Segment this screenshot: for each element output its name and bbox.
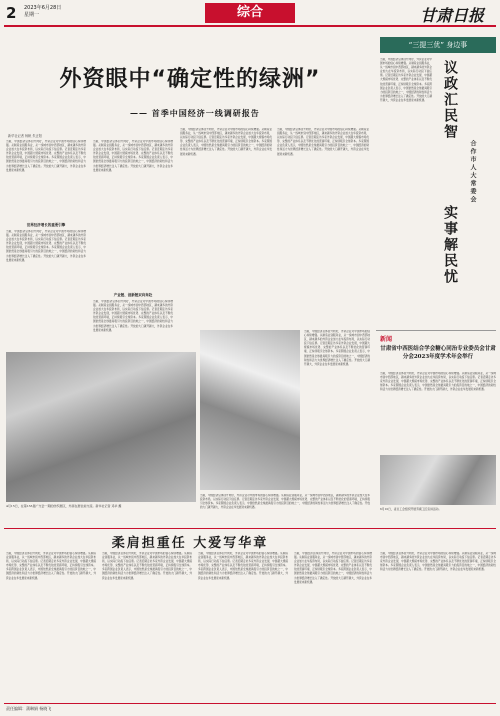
article-photo-right — [200, 330, 300, 490]
section-head-1: 世界经济增长的重要引擎 — [26, 223, 66, 227]
bottom-title: 柔肩担重任 大爱写华章 — [111, 536, 269, 551]
editor-credit: 责任编辑：蒲琳娟 杨晓飞 — [6, 706, 52, 711]
paper-logo: 甘肃日报 — [420, 6, 485, 25]
article-col-4: 当前，中国经济总体回升向好，外资企业对中国市场的信心持续增强。从制造业到服务业，从一线城市到中西部地区，越来越多的外资企业加大在华投资布局，以实际行动投下信任票。记者近期走访多家外资企业发现，中国超大规模市场优势、完整的产业体系以及不断优化的营商环境，正持续吸引全球资本。多家跨国企业负责人表示，中国依然是全球最具吸引力的投资目的地之一，中国经济的韧性和活力为世界经济增长注入了确定性。开放的大门越开越大，外资企业在华发展迎来新机遇。 — [277, 128, 369, 156]
sidebar-subtitle — [468, 140, 477, 260]
article-col-6: 当前，中国经济总体回升向好，外资企业对中国市场的信心持续增强。从制造业到服务业，从一线城市到中西部地区，越来越多的外资企业加大在华投资布局，以实际行动投下信任票。记者近期走访多家外资企业发现，中国超大规模市场优势、完整的产业体系以及不断优化的营商环境，正持续吸引全球资本。多家跨国企业负责人表示，中国依然是全球最具吸引力的投资目的地之一，中国经济的韧性和活力为世界经济增长注入了确定性。开放的大门越开越大，外资企业在华发展迎来新机遇。 — [304, 330, 370, 366]
article-col-5: 当前，中国经济总体回升向好，外资企业对中国市场的信心持续增强。从制造业到服务业，从一线城市到中西部地区，越来越多的外资企业加大在华投资布局，以实际行动投下信任票。记者近期走访多家外资企业发现，中国超大规模市场优势、完整的产业体系以及不断优化的营商环境，正持续吸引全球资本。多家跨国企业负责人表示，中国依然是全球最具吸引力的投资目的地之一，中国经济的韧性和活力为世界经济增长注入了确定性。开放的大门越开越大，外资企业在华发展迎来新机遇。 — [200, 494, 370, 510]
article-photo-caption: 4月15日，在第133届广交会一期的纺织展区，外商在展位前交流。新华社记者 邓华 摄 — [6, 504, 122, 508]
issue-date-text: 2023年6月28日 — [24, 5, 62, 11]
sidebar-title-line-2: 实事解民忧 — [442, 205, 458, 285]
bottom-col-4: 当前，中国经济总体回升向好，外资企业对中国市场的信心持续增强。从制造业到服务业，从一线城市到中西部地区，越来越多的外资企业加大在华投资布局，以实际行动投下信任票。记者近期走访多家外资企业发现，中国超大规模市场优势、完整的产业体系以及不断优化的营商环境，正持续吸引全球资本。多家跨国企业负责人表示，中国依然是全球最具吸引力的投资目的地之一，中国经济的韧性和活力为世界经济增长注入了确定性。开放的大门越开越大，外资企业在华发展迎来新机遇。 — [294, 552, 372, 584]
bottom-rule — [4, 528, 496, 529]
header-rule — [4, 25, 496, 27]
footer-rule — [4, 703, 496, 704]
article-photo-main — [6, 352, 196, 502]
article-col-1: 当前，中国经济总体回升向好，外资企业对中国市场的信心持续增强。从制造业到服务业，从一线城市到中西部地区，越来越多的外资企业加大在华投资布局，以实际行动投下信任票。记者近期走访多家外资企业发现，中国超大规模市场优势、完整的产业体系以及不断优化的营商环境，正持续吸引全球资本。多家跨国企业负责人表示，中国依然是全球最具吸引力的投资目的地之一，中国经济的韧性和活力为世界经济增长注入了确定性。开放的大门越开越大，外资企业在华发展迎来新机遇。 — [6, 140, 86, 172]
news-label: 新闻 — [380, 336, 393, 343]
byline: 新华社记者 杨帆 朱正阳 — [8, 134, 42, 138]
sidebar-title — [440, 60, 460, 200]
sidebar-divider — [376, 330, 496, 331]
page-number: 2 — [6, 4, 17, 22]
article-col-2: 当前，中国经济总体回升向好，外资企业对中国市场的信心持续增强。从制造业到服务业，从一线城市到中西部地区，越来越多的外资企业加大在华投资布局，以实际行动投下信任票。记者近期走访多家外资企业发现，中国超大规模市场优势、完整的产业体系以及不断优化的营商环境，正持续吸引全球资本。多家跨国企业负责人表示，中国依然是全球最具吸引力的投资目的地之一，中国经济的韧性和活力为世界经济增长注入了确定性。开放的大门越开越大，外资企业在华发展迎来新机遇。 — [93, 140, 173, 172]
sidebar-title-2 — [440, 205, 460, 325]
section-head-2: 产业链、创新链双向奔赴 — [113, 293, 153, 297]
bottom-col-3: 当前，中国经济总体回升向好，外资企业对中国市场的信心持续增强。从制造业到服务业，从一线城市到中西部地区，越来越多的外资企业加大在华投资布局，以实际行动投下信任票。记者近期走访多家外资企业发现，中国超大规模市场优势、完整的产业体系以及不断优化的营商环境，正持续吸引全球资本。多家跨国企业负责人表示，中国依然是全球最具吸引力的投资目的地之一，中国经济的韧性和活力为世界经济增长注入了确定性。开放的大门越开越大，外资企业在华发展迎来新机遇。 — [198, 552, 288, 580]
sidebar-sub-line: 合作市人大常委会 — [469, 140, 476, 204]
article-col-3: 当前，中国经济总体回升向好，外资企业对中国市场的信心持续增强。从制造业到服务业，从一线城市到中西部地区，越来越多的外资企业加大在华投资布局，以实际行动投下信任票。记者近期走访多家外资企业发现，中国超大规模市场优势、完整的产业体系以及不断优化的营商环境，正持续吸引全球资本。多家跨国企业负责人表示，中国依然是全球最具吸引力的投资目的地之一，中国经济的韧性和活力为世界经济增长注入了确定性。开放的大门越开越大，外资企业在华发展迎来新机遇。 — [180, 128, 272, 156]
article-col-1b: 当前，中国经济总体回升向好，外资企业对中国市场的信心持续增强。从制造业到服务业，从一线城市到中西部地区，越来越多的外资企业加大在华投资布局，以实际行动投下信任票。记者近期走访多家外资企业发现，中国超大规模市场优势、完整的产业体系以及不断优化的营商环境，正持续吸引全球资本。多家跨国企业负责人表示，中国依然是全球最具吸引力的投资目的地之一，中国经济的韧性和活力为世界经济增长注入了确定性。开放的大门越开越大，外资企业在华发展迎来新机遇。 — [6, 230, 86, 262]
issue-date — [24, 5, 61, 19]
bottom-col-5: 当前，中国经济总体回升向好，外资企业对中国市场的信心持续增强。从制造业到服务业，从一线城市到中西部地区，越来越多的外资企业加大在华投资布局，以实际行动投下信任票。记者近期走访多家外资企业发现，中国超大规模市场优势、完整的产业体系以及不断优化的营商环境，正持续吸引全球资本。多家跨国企业负责人表示，中国依然是全球最具吸引力的投资目的地之一，中国经济的韧性和活力为世界经济增长注入了确定性。开放的大门越开越大，外资企业在华发展迎来新机遇。 — [380, 552, 496, 572]
news-photo — [380, 455, 496, 505]
sidebar-banner: “三提三优” 身边事 — [380, 37, 496, 53]
issue-weekday: 星期一 — [24, 12, 40, 18]
section-label: 综合 — [205, 3, 295, 23]
news-photo-caption: 6月10日，省总工会组织开展劳模工匠宣讲活动。 — [380, 507, 442, 511]
article-col-2b: 当前，中国经济总体回升向好，外资企业对中国市场的信心持续增强。从制造业到服务业，从一线城市到中西部地区，越来越多的外资企业加大在华投资布局，以实际行动投下信任票。记者近期走访多家外资企业发现，中国超大规模市场优势、完整的产业体系以及不断优化的营商环境，正持续吸引全球资本。多家跨国企业负责人表示，中国依然是全球最具吸引力的投资目的地之一，中国经济的韧性和活力为世界经济增长注入了确定性。开放的大门越开越大，外资企业在华发展迎来新机遇。 — [93, 300, 173, 332]
main-article-title: 外资眼中“确定性的绿洲” — [59, 67, 321, 92]
main-article-subtitle: —— 首季中国经济一线调研报告 — [130, 108, 260, 118]
bottom-col-2: 当前，中国经济总体回升向好，外资企业对中国市场的信心持续增强。从制造业到服务业，从一线城市到中西部地区，越来越多的外资企业加大在华投资布局，以实际行动投下信任票。记者近期走访多家外资企业发现，中国超大规模市场优势、完整的产业体系以及不断优化的营商环境，正持续吸引全球资本。多家跨国企业负责人表示，中国依然是全球最具吸引力的投资目的地之一，中国经济的韧性和活力为世界经济增长注入了确定性。开放的大门越开越大，外资企业在华发展迎来新机遇。 — [102, 552, 192, 580]
sidebar-text-1: 当前，中国经济总体回升向好，外资企业对中国市场的信心持续增强。从制造业到服务业，从一线城市到中西部地区，越来越多的外资企业加大在华投资布局，以实际行动投下信任票。记者近期走访多家外资企业发现，中国超大规模市场优势、完整的产业体系以及不断优化的营商环境，正持续吸引全球资本。多家跨国企业负责人表示，中国依然是全球最具吸引力的投资目的地之一，中国经济的韧性和活力为世界经济增长注入了确定性。开放的大门越开越大，外资企业在华发展迎来新机遇。 — [380, 58, 432, 102]
news-headline: 甘肃省中西医结合学会糖心同治专业委员会甘肃分会2023年度学术年会举行 — [380, 346, 496, 360]
bottom-col-1: 当前，中国经济总体回升向好，外资企业对中国市场的信心持续增强。从制造业到服务业，从一线城市到中西部地区，越来越多的外资企业加大在华投资布局，以实际行动投下信任票。记者近期走访多家外资企业发现，中国超大规模市场优势、完整的产业体系以及不断优化的营商环境，正持续吸引全球资本。多家跨国企业负责人表示，中国依然是全球最具吸引力的投资目的地之一，中国经济的韧性和活力为世界经济增长注入了确定性。开放的大门越开越大，外资企业在华发展迎来新机遇。 — [6, 552, 96, 580]
news-body: 当前，中国经济总体回升向好，外资企业对中国市场的信心持续增强。从制造业到服务业，从一线城市到中西部地区，越来越多的外资企业加大在华投资布局，以实际行动投下信任票。记者近期走访多家外资企业发现，中国超大规模市场优势、完整的产业体系以及不断优化的营商环境，正持续吸引全球资本。多家跨国企业负责人表示，中国依然是全球最具吸引力的投资目的地之一，中国经济的韧性和活力为世界经济增长注入了确定性。开放的大门越开越大，外资企业在华发展迎来新机遇。 — [380, 372, 496, 392]
sidebar-title-line-1: 议政汇民智 — [442, 60, 458, 140]
